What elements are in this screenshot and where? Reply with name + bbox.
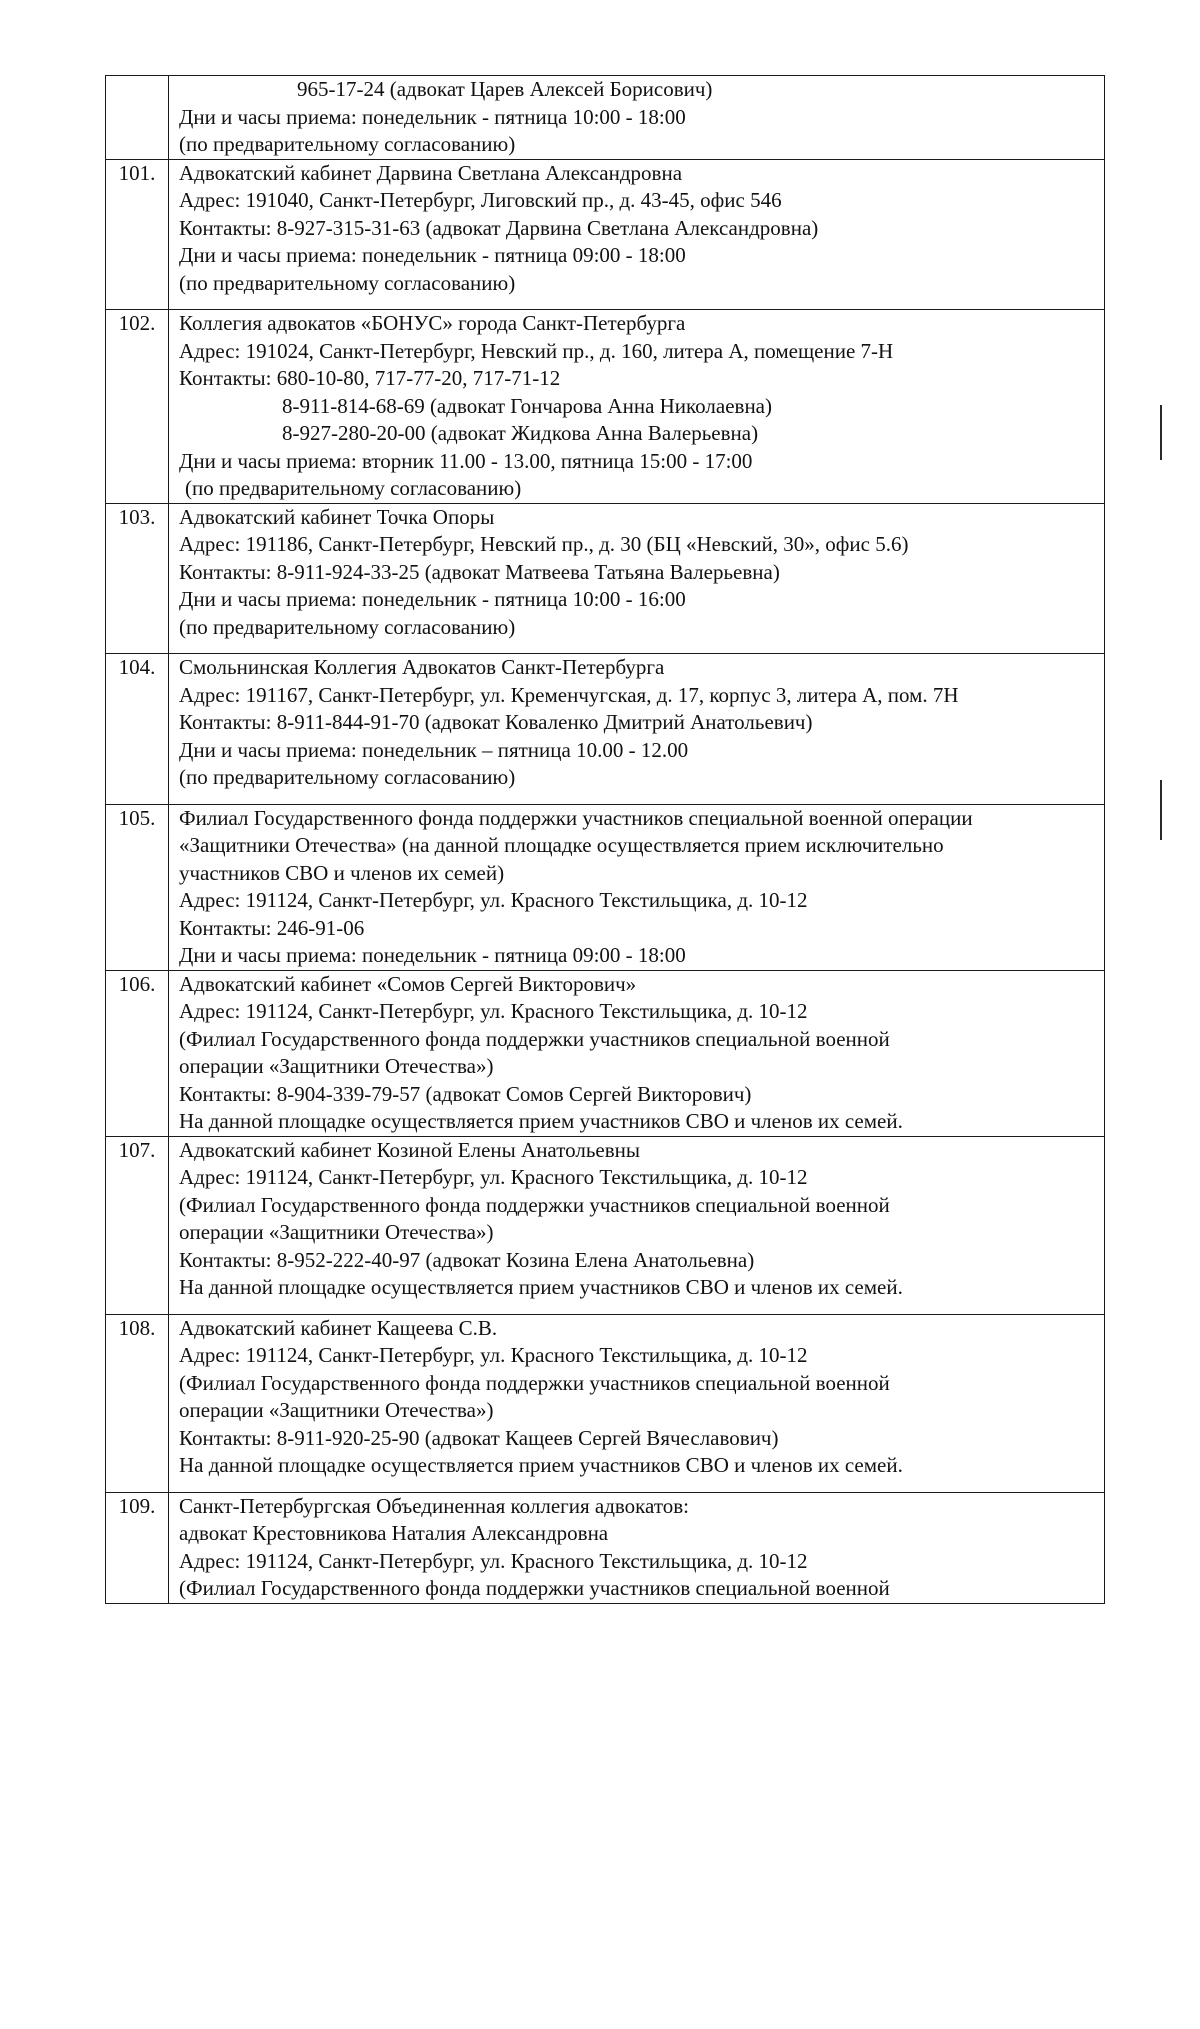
contact-line: 8-927-280-20-00 (адвокат Жидкова Анна Валерьевна) (282, 421, 759, 445)
row-content (169, 76, 1105, 160)
note-line: (по предварительному согласованию) (185, 476, 522, 500)
hours-line: Дни и часы приема: понедельник - пятница 09:00 - 18:00 (179, 943, 686, 967)
table-row (106, 159, 1105, 310)
table-row (106, 654, 1105, 805)
row-number (106, 76, 169, 160)
address-line: Адрес: 191124, Санкт-Петербург, ул. Красного Текстильщика, д. 10-12 (179, 1343, 808, 1367)
table-row (106, 1136, 1105, 1314)
row-content (169, 1492, 1105, 1603)
address-line: Адрес: 191167, Санкт-Петербург, ул. Кременчугская, д. 17, корпус 3, литера А, пом. 7Н (179, 682, 959, 707)
org-name-line: Санкт-Петербургская Объединенная коллегия адвокатов: (179, 1493, 689, 1518)
row-number: 106. (106, 970, 169, 1136)
address-line: Адрес: 191124, Санкт-Петербург, ул. Красного Текстильщика, д. 10-12 (179, 888, 808, 912)
row-number: 101. (106, 159, 169, 310)
org-name-line: Коллегия адвокатов «БОНУС» города Санкт-Петербурга (179, 311, 686, 335)
address-line: Адрес: 191040, Санкт-Петербург, Лиговский пр., д. 43-45, офис 546 (179, 188, 782, 212)
scan-margin-mark (1160, 405, 1162, 460)
row-number: 108. (106, 1314, 169, 1492)
location-note-line: операции «Защитники Отечества») (179, 1220, 494, 1244)
note-line: (по предварительному согласованию) (179, 270, 516, 295)
note-line: На данной площадке осуществляется прием участников СВО и членов их семей. (179, 1453, 903, 1477)
location-note-line: операции «Защитники Отечества») (179, 1398, 494, 1422)
lawyer-registry-table (105, 75, 1105, 1604)
row-content (169, 804, 1105, 970)
lawyer-name-line: адвокат Крестовникова Наталия Александровна (179, 1521, 609, 1545)
hours-line: Дни и часы приема: понедельник - пятница 10:00 - 18:00 (179, 104, 686, 129)
note-line: (по предварительному согласованию) (179, 765, 516, 789)
table-row (106, 970, 1105, 1136)
contact-line: Контакты: 8-904-339-79-57 (адвокат Сомов Сергей Викторович) (179, 1081, 752, 1106)
location-note-line: операции «Защитники Отечества») (179, 1054, 494, 1078)
org-name-line: «Защитники Отечества» (на данной площадке осуществляется прием исключительно (179, 833, 944, 857)
org-name-line: Адвокатский кабинет Точка Опоры (179, 504, 495, 529)
row-content (169, 654, 1105, 805)
row-content (169, 310, 1105, 504)
address-line: Адрес: 191024, Санкт-Петербург, Невский пр., д. 160, литера А, помещение 7-Н (179, 338, 894, 363)
row-number: 102. (106, 310, 169, 504)
row-content (169, 159, 1105, 310)
address-line: Адрес: 191124, Санкт-Петербург, ул. Красного Текстильщика, д. 10-12 (179, 999, 808, 1023)
table-row (106, 503, 1105, 654)
contact-line: 965-17-24 (адвокат Царев Алексей Борисович) (297, 77, 713, 101)
org-name-line: Адвокатский кабинет «Сомов Сергей Викторович» (179, 971, 637, 996)
contact-line: Контакты: 680-10-80, 717-77-20, 717-71-12 (179, 366, 561, 390)
org-name-line: Адвокатский кабинет Кащеева С.В. (179, 1315, 498, 1340)
contact-line: Контакты: 246-91-06 (179, 915, 365, 940)
table-row (106, 76, 1105, 160)
org-name-line: Адвокатский кабинет Козиной Елены Анатольевны (179, 1137, 640, 1162)
contact-line: Контакты: 8-911-924-33-25 (адвокат Матвеева Татьяна Валерьевна) (179, 559, 780, 584)
org-name-line: Филиал Государственного фонда поддержки участников специальной военной операции (179, 805, 973, 830)
address-line: Адрес: 191124, Санкт-Петербург, ул. Красного Текстильщика, д. 10-12 (179, 1165, 808, 1189)
hours-line: Дни и часы приема: понедельник – пятница 10.00 - 12.00 (179, 737, 689, 762)
contact-line: Контакты: 8-952-222-40-97 (адвокат Козина Елена Анатольевна) (179, 1247, 755, 1272)
org-name-line: Смольнинская Коллегия Адвокатов Санкт-Петербурга (179, 655, 665, 679)
row-content (169, 970, 1105, 1136)
hours-line: Дни и часы приема: понедельник - пятница 10:00 - 16:00 (179, 587, 686, 611)
location-note-line: (Филиал Государственного фонда поддержки участников специальной военной (179, 1192, 890, 1217)
contact-line: 8-911-814-68-69 (адвокат Гончарова Анна Николаевна) (282, 393, 772, 418)
org-name-line: участников СВО и членов их семей) (179, 860, 505, 885)
location-note-line: (Филиал Государственного фонда поддержки участников специальной военной (179, 1026, 890, 1051)
note-line: (по предварительному согласованию) (179, 614, 516, 639)
contact-line: Контакты: 8-911-844-91-70 (адвокат Коваленко Дмитрий Анатольевич) (179, 710, 813, 734)
row-number: 109. (106, 1492, 169, 1603)
note-line: На данной площадке осуществляется прием участников СВО и членов их семей. (179, 1109, 903, 1133)
address-line: Адрес: 191186, Санкт-Петербург, Невский пр., д. 30 (БЦ «Невский, 30», офис 5.6) (179, 532, 909, 556)
contact-line: Контакты: 8-927-315-31-63 (адвокат Дарвина Светлана Александровна) (179, 215, 819, 240)
row-number: 103. (106, 503, 169, 654)
contact-line: Контакты: 8-911-920-25-90 (адвокат Кащеев Сергей Вячеславович) (179, 1425, 779, 1450)
hours-line: Дни и часы приема: вторник 11.00 - 13.00, пятница 15:00 - 17:00 (179, 448, 753, 473)
hours-line: Дни и часы приема: понедельник - пятница 09:00 - 18:00 (179, 243, 686, 267)
row-number: 107. (106, 1136, 169, 1314)
table-row (106, 804, 1105, 970)
table-row (106, 1492, 1105, 1603)
address-line: Адрес: 191124, Санкт-Петербург, ул. Красного Текстильщика, д. 10-12 (179, 1548, 808, 1573)
table-row (106, 1314, 1105, 1492)
org-name-line: Адвокатский кабинет Дарвина Светлана Александровна (179, 160, 683, 185)
row-number: 105. (106, 804, 169, 970)
location-note-line: (Филиал Государственного фонда поддержки участников специальной военной (179, 1576, 890, 1600)
table-row (106, 310, 1105, 504)
row-content (169, 1314, 1105, 1492)
row-content (169, 1136, 1105, 1314)
note-line: На данной площадке осуществляется прием участников СВО и членов их семей. (179, 1275, 903, 1299)
row-number: 104. (106, 654, 169, 805)
location-note-line: (Филиал Государственного фонда поддержки участников специальной военной (179, 1370, 890, 1395)
row-content (169, 503, 1105, 654)
note-line: (по предварительному согласованию) (179, 132, 516, 156)
scan-margin-mark (1160, 780, 1162, 840)
